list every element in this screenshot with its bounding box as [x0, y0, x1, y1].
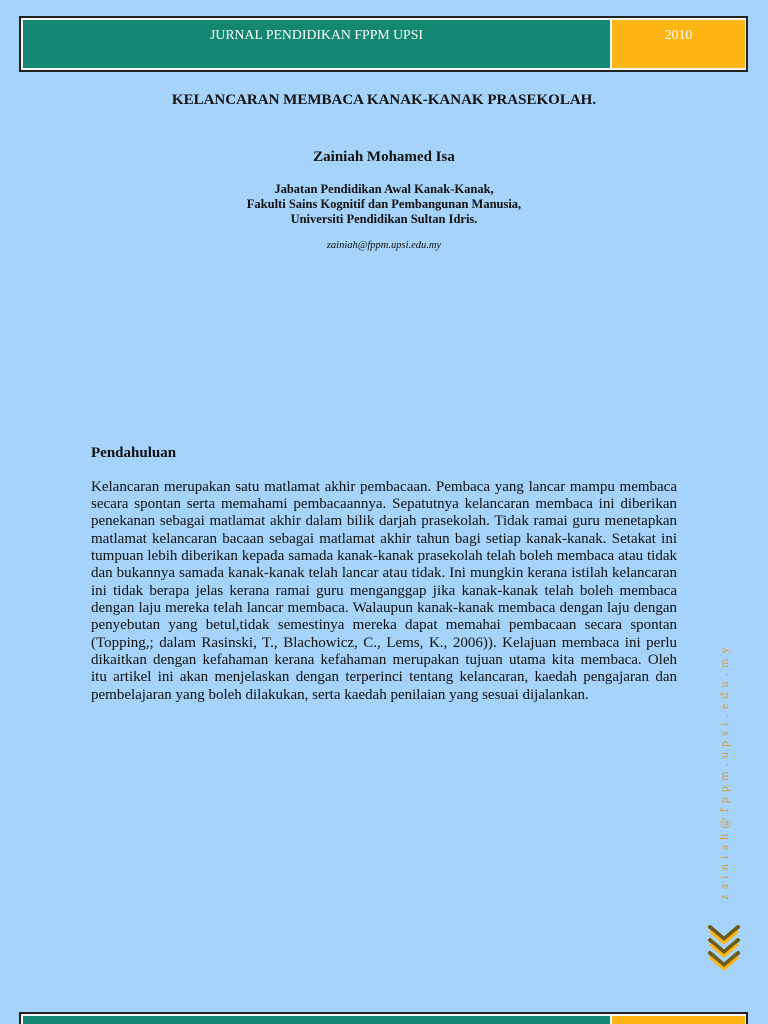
author-name: Zainiah Mohamed Isa [313, 149, 455, 165]
journal-footer-bar [19, 1012, 748, 1024]
chevron-down-icon [706, 924, 742, 972]
paragraph-line: ini tidak berapa jelas kerana ramai guru menganggap jika kanak-kanak telah boleh membaca [91, 582, 677, 599]
paragraph-line: penekanan sebagai matlamat akhir dalam bilik darjah prasekolah. Tidak ramai guru menetapkan [91, 513, 677, 530]
journal-title: JURNAL PENDIDIKAN FPPM UPSI [23, 20, 610, 68]
paragraph-line: penyebutan yang betul,tidak semestinya mereka dapat memahai pembacaan secara spontan [91, 617, 677, 634]
paragraph-line: secara spontan serta memahami pembacaannya. Sepatutnya kelancaran membaca ini diberikan [91, 495, 677, 512]
paragraph-line: (Topping,; dalam Rasinski, T., Blachowicz, C., Lems, K., 2006)). Kelajuan membaca ini perlu [91, 634, 677, 651]
side-email-vertical: zainiah@fppm.upsi.edu.my [717, 642, 731, 900]
journal-header-bar [19, 16, 748, 72]
chevron-group [710, 927, 738, 969]
affiliation-line: Fakulti Sains Kognitif dan Pembangunan Manusia, [246, 197, 522, 211]
author-email: zainiah@fppm.upsi.edu.my [326, 240, 442, 251]
footer-orange-band [612, 1016, 745, 1024]
section-heading: Pendahuluan [91, 445, 177, 461]
journal-year: 2010 [612, 20, 745, 68]
footer-teal-band [23, 1016, 610, 1024]
paragraph-line: dan bukannya samada kanak-kanak telah lancar atau tidak. Ini mungkin kerana istilah kelancaran [91, 565, 677, 582]
paragraph-line: Kelancaran merupakan satu matlamat akhir pembacaan. Pembaca yang lancar mampu membaca [91, 478, 677, 495]
paragraph-line: itu artikel ini akan menjelaskan dengan terperinci tentang kelancaran, kaedah pengajaran dan [91, 669, 677, 686]
paragraph-line: dikaitkan dengan kefahaman kerana kefahaman merupakan tujuan utama kita membaca. Oleh [91, 651, 677, 668]
affiliation-line: Universiti Pendidikan Sultan Idris. [290, 212, 478, 226]
paragraph-line: pembelajaran yang boleh dilakukan, serta kaedah penilaian yang sesuai dijalankan. [91, 686, 589, 703]
paragraph-line: dengan laju mereka telah lancar membaca. Walaupun kanak-kanak membaca dengan laju dengan [91, 599, 677, 616]
paragraph-line: tumpuan lebih diberikan kepada samada kanak-kanak prasekolah telah boleh membaca atau tidak [91, 547, 677, 564]
paragraph-line: matlamat kelancaran bacaan sebagai matlamat akhir tahun bagi setiap kanak-kanak. Setakat ini [91, 530, 677, 547]
affiliation-line: Jabatan Pendidikan Awal Kanak-Kanak, [274, 182, 494, 196]
author-affiliation [0, 182, 768, 227]
intro-paragraph [91, 479, 677, 704]
article-title: KELANCARAN MEMBACA KANAK-KANAK PRASEKOLAH. [171, 92, 597, 108]
